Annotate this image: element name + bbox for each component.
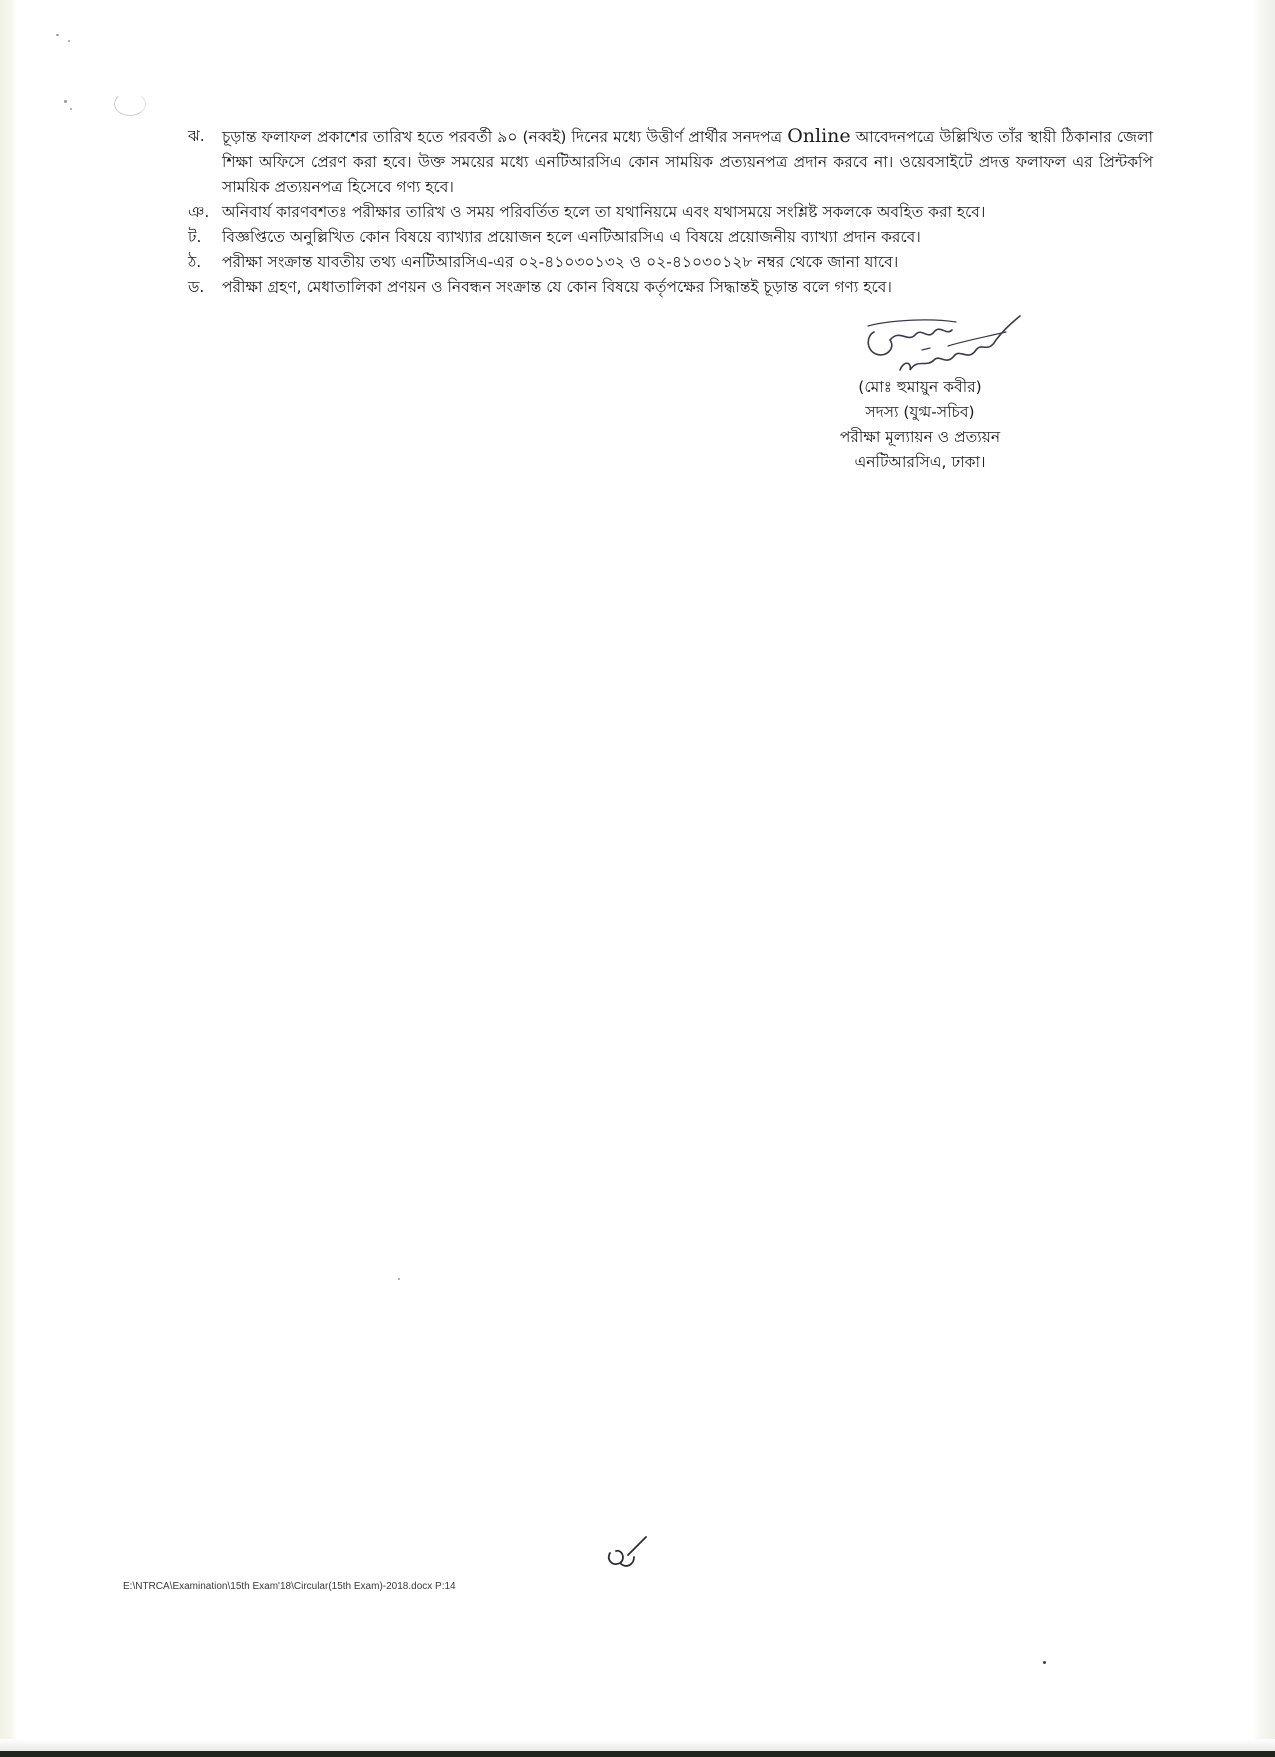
scan-edge-left [0,0,17,1757]
clause-text-part: চূড়ান্ত ফলাফল প্রকাশের তারিখ হতে পরবর্তী ৯০ (নব্বই) দিনের মধ্যে উত্তীর্ণ প্রার্থীর সনদপত্র [222,128,788,146]
clause-text: বিজ্ঞপ্তিতে অনুল্লিখিত কোন বিষয়ে ব্যাখ্যার প্রয়োজন হলে এনটিআরসিএ এ বিষয়ে প্রয়োজনীয় ব্যাখ্যা প্রদান করবে। [222,228,921,246]
clause-nya [188,200,1153,225]
signatory-office: এনটিআরসিএ, ঢাকা। [854,453,986,471]
clause-list [188,124,1153,300]
clause-marker: ড. [188,278,205,296]
scan-speck [64,100,67,103]
signatory-details [790,375,1050,475]
signatory-name: (মোঃ হুমায়ুন কবীর) [858,378,982,396]
scan-edge-bottom [0,1751,1275,1757]
signature-block [790,310,1050,710]
footer-file-path: E:\NTRCA\Examination\15th Exam'18\Circular(15th Exam)-2018.docx P:14 [123,1581,456,1592]
handwritten-signature [860,310,1030,376]
clause-text: অনিবার্য কারণবশতঃ পরীক্ষার তারিখ ও সময় পরিবর্তিত হলে তা যথানিয়মে এবং যথাসময়ে সংশ্লিষ্ট সকলকে অবহিত করা হবে। [222,203,986,221]
clause-marker: ঞ. [188,203,210,221]
signatory-designation: সদস্য (যুগ্ম-সচিব) [865,403,975,421]
scan-speck [56,34,59,36]
clause-marker: ট. [188,228,202,246]
clause-tha [188,250,1153,275]
scan-speck [68,40,70,42]
scan-speck [70,108,72,110]
scan-shadow-bottom [0,1739,1275,1751]
clause-marker: ঠ. [188,253,202,271]
signatory-department: পরীক্ষা মূল্যায়ন ও প্রত্যয়ন [839,428,1001,446]
online-keyword: Online [787,125,851,147]
clause-text: পরীক্ষা সংক্রান্ত যাবতীয় তথ্য এনটিআরসিএ-এর ০২-৪১০৩০১৩২ ও ০২-৪১০৩০১২৮ নম্বর থেকে জানা যাবে। [222,253,899,271]
clause-text: পরীক্ষা গ্রহণ, মেধাতালিকা প্রণয়ন ও নিবন্ধন সংক্রান্ত যে কোন বিষয়ে কর্তৃপক্ষের সিদ্ধান্তই চূড়ান্ত বলে গণ্য হবে। [222,278,892,296]
clause-text [222,124,1153,200]
punch-hole-mark [114,92,146,116]
clause-text-part: আবেদনপত্রে উল্লিখিত তাঁর স্থায়ী ঠিকানার জেলা শিক্ষা অফিসে প্রেরণ করা হবে। উক্ত সময়ের মধ্যে এনটিআরসিএ কোন সাময়িক প্রত্যয়নপত্র প্রদান করবে না। ওয়েবসাইটে প্রদত্ত ফলাফল এর প্রিন্টকপি সাময়িক প্রত্যয়নপত্র হিসেবে গণ্য হবে। [222,128,1153,196]
scan-edge-right [1253,0,1275,1757]
clause-jha [188,124,1153,200]
clause-da [188,275,1153,300]
scan-speck [1043,1661,1046,1664]
page-number-handwritten-mark [604,1535,648,1573]
clause-ta [188,225,1153,250]
scan-speck [398,1278,400,1280]
clause-marker: ঝ. [188,127,205,145]
